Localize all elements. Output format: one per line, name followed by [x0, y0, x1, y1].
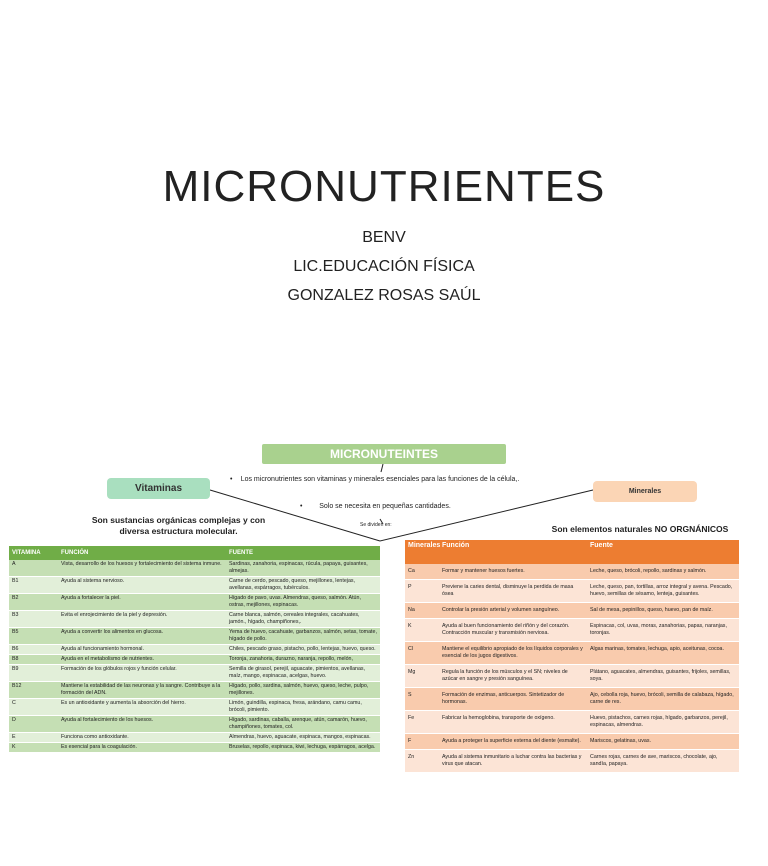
table-cell: Ayuda a convertir los alimentos en glucosa.: [58, 628, 226, 645]
table-row: [9, 682, 380, 699]
table-cell: Semilla de girasol, perejil, aguacate, pimientos, avellanas, maíz, mango, espinacas, acelgas, huevo.: [226, 665, 380, 682]
table-row: [9, 733, 380, 743]
table-cell: Carnes rojas, carnes de ave, mariscos, chocolate, ajo, sandía, papaya.: [587, 750, 739, 773]
minerales-box: Minerales: [593, 481, 697, 502]
table-cell: Mantiene el equilibrio apropiado de los líquidos corporales y esencial de los jugos digestivos.: [439, 642, 587, 665]
table-cell: Plátano, aguacates, almendras, guisantes, frijoles, semillas, soya.: [587, 665, 739, 688]
table-cell: K: [9, 743, 58, 753]
table-row: [9, 665, 380, 682]
table-row: [405, 619, 739, 642]
column-header: Fuente: [587, 540, 739, 564]
table-cell: C: [9, 699, 58, 716]
table-cell: Mariscos, gelatinas, uvas.: [587, 734, 739, 750]
table-cell: Carne de cerdo, pescado, queso, mejillones, lentejas, avellanas, espárragos, tubérculos.: [226, 577, 380, 594]
table-row: [405, 603, 739, 619]
table-cell: Ayuda al fortalecimiento de los huesos.: [58, 716, 226, 733]
table-row: [9, 716, 380, 733]
bullet-definition: [230, 476, 530, 483]
table-header-row: [405, 540, 739, 564]
table-row: [9, 611, 380, 628]
table-cell: Hígado de pavo, uvas. Almendras, queso, salmón. Atún, ostras, mejillones, espinacas.: [226, 594, 380, 611]
table-cell: Zn: [405, 750, 439, 773]
table-cell: Formación de enzimas, anticuerpos. Sintetizador de hormonas.: [439, 688, 587, 711]
subtitle-degree: LIC.EDUCACIÓN FÍSICA: [293, 258, 475, 275]
table-row: [9, 743, 380, 753]
table-cell: Es esencial para la coagulación.: [58, 743, 226, 753]
table-cell: Ayuda a fortalecer la piel.: [58, 594, 226, 611]
table-cell: Chiles, pescado graso, pistacho, pollo, lentejas, huevo, queso.: [226, 645, 380, 655]
table-row: [9, 628, 380, 645]
table-row: [9, 645, 380, 655]
table-row: [405, 688, 739, 711]
bullet-quantity: [300, 503, 470, 510]
column-header: VITAMINA: [9, 546, 58, 560]
table-cell: Es un antioxidante y aumenta la absorción del hierro.: [58, 699, 226, 716]
table-cell: Ajo, cebolla roja, huevo, brócoli, semilla de calabaza, hígado, carne de res.: [587, 688, 739, 711]
table-cell: B9: [9, 665, 58, 682]
table-cell: Na: [405, 603, 439, 619]
table-cell: Leche, queso, pan, tortillas, arroz integral y avena. Pescado, huevo, semillas de sésamo, lenteja, guisantes.: [587, 580, 739, 603]
table-cell: B3: [9, 611, 58, 628]
vitamin-table: [9, 546, 380, 753]
table-cell: Limón, guindilla, espinaca, fresa, arándano, camu camu, brócoli, pimiento.: [226, 699, 380, 716]
divide-label: Se dividen en:: [360, 522, 392, 528]
table-cell: Fabricar la hemoglobina, transporte de oxígeno.: [439, 711, 587, 734]
table-cell: S: [405, 688, 439, 711]
table-cell: Ayuda al funcionamiento hormonal.: [58, 645, 226, 655]
column-header: Función: [439, 540, 587, 564]
table-cell: Previene la caries dental, disminuye la perdida de masa ósea: [439, 580, 587, 603]
bullet-dot: •: [300, 503, 303, 510]
table-cell: Sardinas, zanahoria, espinacas, rúcula, papaya, guisantes, almejas.: [226, 560, 380, 577]
bullet-dot: •: [230, 476, 233, 483]
table-cell: Fe: [405, 711, 439, 734]
table-cell: Regula la función de los músculos y el SN; niveles de azúcar en sangre y presión sanguínea.: [439, 665, 587, 688]
table-cell: B8: [9, 655, 58, 665]
table-cell: Toronja, zanahoria, durazno, naranja, repollo, melón,: [226, 655, 380, 665]
table-header-row: [9, 546, 380, 560]
table-row: [405, 580, 739, 603]
table-cell: Espinacas, col, uvas, moras, zanahorias, papas, naranjas, toronjas.: [587, 619, 739, 642]
table-cell: Controlar la presión arterial y volumen sanguíneo.: [439, 603, 587, 619]
vitaminas-description: Son sustancias orgánicas complejas y con diversa estructura molecular.: [91, 515, 266, 536]
subtitle-author: GONZALEZ ROSAS SAÚL: [287, 287, 481, 304]
table-cell: Ayuda en el metabolismo de nutrientes.: [58, 655, 226, 665]
table-cell: Sal de mesa, pepinillos, queso, huevo, pan de maíz.: [587, 603, 739, 619]
column-header: FUNCIÓN: [58, 546, 226, 560]
table-cell: Ca: [405, 564, 439, 580]
minerales-description: Son elementos naturales NO ORGNÁNICOS: [551, 524, 729, 534]
table-row: [405, 642, 739, 665]
table-cell: Carne blanca, salmón, cereales integrales, cacahuates, jamón., hígado, champiñones,.: [226, 611, 380, 628]
table-cell: Evita el enrojecimiento de la piel y depresión.: [58, 611, 226, 628]
column-header: Minerales: [405, 540, 439, 564]
mineral-table: [405, 540, 739, 773]
map-heading-box: MICRONUTEINTES: [262, 444, 506, 464]
table-cell: Ayuda al sistema inmunitario a luchar contra las bacterias y virus que atacan.: [439, 750, 587, 773]
table-cell: B12: [9, 682, 58, 699]
table-cell: K: [405, 619, 439, 642]
table-cell: A: [9, 560, 58, 577]
bullet-quantity-text: Solo se necesita en pequeñas cantidades.: [319, 503, 451, 510]
table-row: [9, 655, 380, 665]
table-cell: B6: [9, 645, 58, 655]
table-cell: E: [9, 733, 58, 743]
table-cell: D: [9, 716, 58, 733]
table-cell: B5: [9, 628, 58, 645]
table-row: [9, 699, 380, 716]
table-cell: Formación de los glóbulos rojos y función celular.: [58, 665, 226, 682]
table-cell: Almendras, huevo, aguacate, espinaca, mangos, espinacas.: [226, 733, 380, 743]
table-cell: Leche, queso, brócoli, repollo, sardinas y salmón.: [587, 564, 739, 580]
table-cell: Algas marinas, tomates, lechuga, apio, aceitunas, cocoa.: [587, 642, 739, 665]
table-cell: Formar y mantener huesos fuertes.: [439, 564, 587, 580]
table-cell: P: [405, 580, 439, 603]
table-row: [405, 665, 739, 688]
table-cell: Hígado, sardinas, caballa, arenque, atún, camarón, huevo, champiñones, tomates, col.: [226, 716, 380, 733]
table-cell: Hígado, pollo, sardina, salmón, huevo, queso, leche, pulpo, mejillones.: [226, 682, 380, 699]
table-cell: Huevo, pistachos, carnes rojas, hígado, garbanzos, perejil, espinacas, almendras.: [587, 711, 739, 734]
table-row: [9, 560, 380, 577]
table-cell: Vista, desarrollo de los huesos y fortalecimiento del sistema inmune.: [58, 560, 226, 577]
table-row: [405, 750, 739, 773]
table-row: [405, 734, 739, 750]
column-header: FUENTE: [226, 546, 380, 560]
table-row: [9, 594, 380, 611]
table-cell: Bruselas, repollo, espinaca, kiwi, lechuga, espárragos, acelga.: [226, 743, 380, 753]
table-cell: Mg: [405, 665, 439, 688]
table-row: [405, 564, 739, 580]
page-title: MICRONUTRIENTES: [162, 162, 606, 211]
table-cell: F: [405, 734, 439, 750]
table-cell: B1: [9, 577, 58, 594]
table-row: [9, 577, 380, 594]
table-cell: Cl: [405, 642, 439, 665]
table-row: [405, 711, 739, 734]
vitaminas-box: Vitaminas: [107, 478, 210, 499]
table-cell: Mantiene la estabilidad de las neuronas y la sangre. Contribuye a la formación del ADN.: [58, 682, 226, 699]
table-cell: B2: [9, 594, 58, 611]
table-cell: Ayuda a proteger la superficie externa del diente (esmalte).: [439, 734, 587, 750]
bullet-definition-text: Los micronutrientes son vitaminas y minerales esenciales para las funciones de la célula,.: [240, 476, 520, 483]
subtitle-school: BENV: [362, 229, 406, 246]
table-cell: Ayuda al sistema nervioso.: [58, 577, 226, 594]
table-cell: Ayuda al buen funcionamiento del riñón y del corazón. Contracción muscular y transmisión nerviosa.: [439, 619, 587, 642]
table-cell: Yema de huevo, cacahuate, garbanzos, salmón, setas, tomate, hígado de pollo.: [226, 628, 380, 645]
table-cell: Funciona como antioxidante.: [58, 733, 226, 743]
